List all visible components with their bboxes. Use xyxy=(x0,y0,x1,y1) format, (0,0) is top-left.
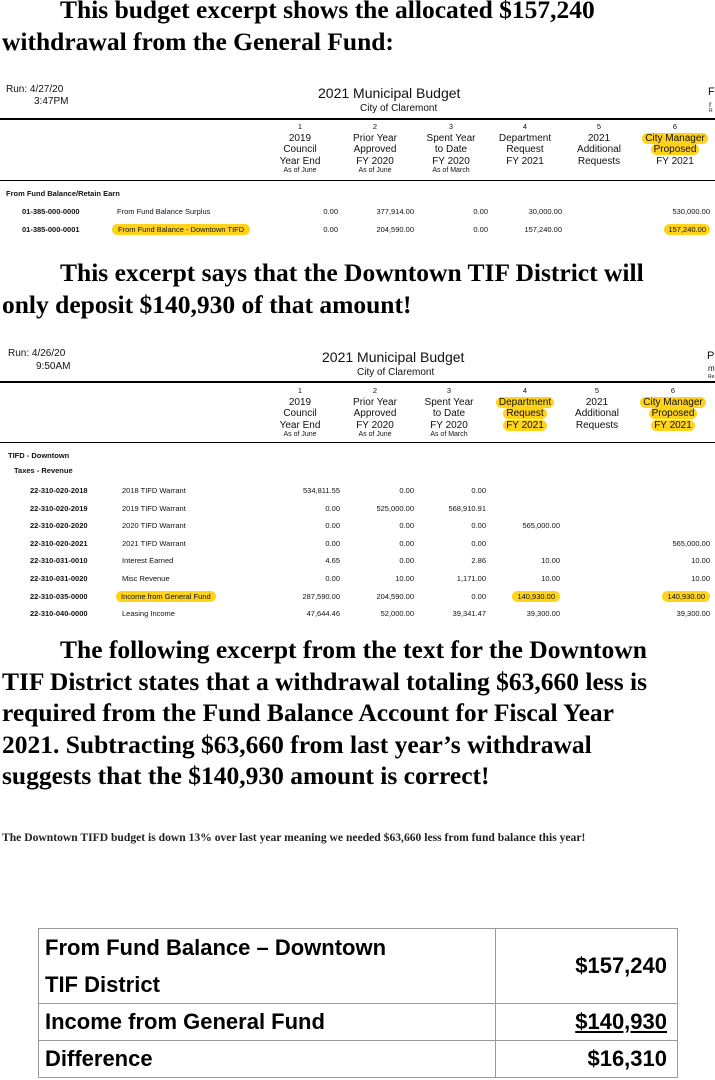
column-header-4: 4 Department Request FY 2021 xyxy=(498,122,552,167)
row-6-col1: 0.00 xyxy=(325,574,340,583)
header-rule-bottom xyxy=(0,180,715,181)
row-6-col2: 10.00 xyxy=(395,574,414,583)
row-5-description: Interest Earned xyxy=(122,556,174,565)
cropped-mark-1: P xyxy=(707,350,715,362)
row-2-col6: 157,240.00 xyxy=(636,225,710,234)
row-6-description: Misc Revenue xyxy=(122,574,170,583)
row-1-description: From Fund Balance Surplus xyxy=(117,207,211,216)
column-header-6: 6 City Manager Proposed FY 2021 xyxy=(636,121,714,167)
row-3-col3: 0.00 xyxy=(471,521,486,530)
summary-label-fund-balance: From Fund Balance – Downtown TIF District xyxy=(39,929,496,1004)
row-2-account: 01-385-000-0001 xyxy=(22,225,80,234)
row-2-account: 22-310-020-2019 xyxy=(30,504,88,513)
header-rule-top xyxy=(0,381,715,383)
row-6-col4: 10.00 xyxy=(541,574,560,583)
row-5-col6: 10.00 xyxy=(691,556,710,565)
summary-label-difference: Difference xyxy=(39,1041,496,1078)
row-2-col4: 157,240.00 xyxy=(524,225,562,234)
row-7-col4: 140,930.00 xyxy=(494,592,560,601)
p1-line1: This budget excerpt shows the allocated $157,240 xyxy=(60,0,595,24)
section-label-2: Taxes - Revenue xyxy=(14,466,73,475)
row-2-col2: 204,590.00 xyxy=(376,225,414,234)
header-rule-top xyxy=(0,118,715,120)
row-1-col3: 0.00 xyxy=(473,207,488,216)
row-5-col4: 10.00 xyxy=(541,556,560,565)
row-3-col1: 0.00 xyxy=(325,521,340,530)
row-8-col3: 39,341.47 xyxy=(452,609,486,618)
summary-amount-difference: $16,310 xyxy=(496,1041,678,1078)
column-header-4: 4 Department Request FY 2021 xyxy=(490,385,560,431)
row-7-col2: 204,590.00 xyxy=(376,592,414,601)
column-header-3: 3 Spent Year to Date FY 2020 As of March xyxy=(426,122,476,174)
row-1-col2: 377,914.00 xyxy=(376,207,414,216)
budget-excerpt-2 xyxy=(0,344,715,619)
row-3-account: 22-310-020-2020 xyxy=(30,521,88,530)
p3-line1: The following excerpt from the text for the Downtown xyxy=(60,635,647,664)
row-2-col1: 0.00 xyxy=(323,225,338,234)
row-8-col2: 52,000.00 xyxy=(380,609,414,618)
p2-line1: This excerpt says that the Downtown TIF District will xyxy=(60,258,644,287)
row-2-col1: 0.00 xyxy=(325,504,340,513)
row-3-description: 2020 TIFD Warrant xyxy=(122,521,186,530)
row-7-col6: 140,930.00 xyxy=(636,592,710,601)
run-info: Run: 4/26/20 xyxy=(8,348,66,359)
column-header-1: 1 2019 Council Year End As of June xyxy=(279,122,321,174)
run-time: 3:47PM xyxy=(34,96,69,107)
row-7-description: Income from General Fund xyxy=(116,592,216,601)
column-header-5: 5 2021 Additional Requests xyxy=(575,386,619,431)
row-5-col1: 4.65 xyxy=(325,556,340,565)
intro-paragraph-2 xyxy=(2,257,712,320)
p3-line3: required from the Fund Balance Account for Fiscal Year xyxy=(2,698,614,727)
p2-line2: only deposit $140,930 of that amount! xyxy=(2,289,412,319)
row-2-description: 2019 TIFD Warrant xyxy=(122,504,186,513)
row-6-col3: 1,171.00 xyxy=(456,574,486,583)
header-rule-bottom xyxy=(0,442,715,443)
row-1-col1: 534,811.55 xyxy=(303,486,340,495)
cropped-mark-3: R xyxy=(709,108,713,114)
row-7-account: 22-310-035-0000 xyxy=(30,592,88,601)
row-2-description: From Fund Balance - Downtown TIFD xyxy=(112,225,250,234)
run-info: Run: 4/27/20 xyxy=(6,84,64,95)
row-1-description: 2018 TIFD Warrant xyxy=(122,486,186,495)
intro-paragraph-1 xyxy=(2,0,712,57)
report-title: 2021 Municipal Budget xyxy=(322,349,465,365)
explanation-paragraph xyxy=(2,634,712,792)
column-header-2: 2 Prior Year Approved FY 2020 As of June xyxy=(353,386,397,438)
report-title: 2021 Municipal Budget xyxy=(318,85,461,101)
row-5-account: 22-310-031-0010 xyxy=(30,556,88,565)
row-1-col6: 530,000.00 xyxy=(672,207,710,216)
summary-amount-general-fund: $140,930 xyxy=(496,1004,678,1041)
table-row xyxy=(39,929,678,1004)
row-2-col3: 0.00 xyxy=(473,225,488,234)
p3-line2: TIF District states that a withdrawal totaling $63,660 less is xyxy=(2,666,648,696)
column-header-6: 6 City Manager Proposed FY 2021 xyxy=(634,385,712,431)
row-8-description: Leasing Income xyxy=(122,609,175,618)
row-1-col1: 0.00 xyxy=(323,207,338,216)
row-1-account: 22-310-020-2018 xyxy=(30,486,88,495)
cropped-mark-3: Re xyxy=(708,374,715,380)
row-1-account: 01-385-000-0000 xyxy=(22,207,80,216)
table-row xyxy=(39,1004,678,1041)
row-7-col1: 287,590.00 xyxy=(302,592,340,601)
summary-amount-fund-balance: $157,240 xyxy=(496,929,678,1004)
row-5-col2: 0.00 xyxy=(399,556,414,565)
p1-line2: withdrawal from the General Fund: xyxy=(2,26,394,56)
run-time: 9:50AM xyxy=(36,361,71,372)
row-2-col3: 568,910.91 xyxy=(448,504,486,513)
column-header-5: 5 2021 Additional Requests xyxy=(577,122,621,167)
cropped-mark-2: m xyxy=(708,364,715,373)
row-1-col3: 0.00 xyxy=(471,486,486,495)
row-4-col1: 0.00 xyxy=(325,539,340,548)
column-header-2: 2 Prior Year Approved FY 2020 As of June xyxy=(353,122,397,174)
tifd-quote-excerpt: The Downtown TIFD budget is down 13% over last year meaning we needed $63,660 less from fund balance this year! xyxy=(2,831,586,844)
row-8-account: 22-310-040-0000 xyxy=(30,609,88,618)
row-6-col6: 10.00 xyxy=(691,574,710,583)
row-1-col2: 0.00 xyxy=(399,486,414,495)
row-4-account: 22-310-020-2021 xyxy=(30,539,88,548)
p3-line4: 2021. Subtracting $63,660 from last year’s withdrawal xyxy=(2,729,592,759)
cropped-mark-1: F xyxy=(708,86,715,98)
row-3-col2: 0.00 xyxy=(399,521,414,530)
row-5-col3: 2.86 xyxy=(471,556,486,565)
row-6-account: 22-310-031-0020 xyxy=(30,574,88,583)
table-row xyxy=(39,1041,678,1078)
row-2-col2: 525,000.00 xyxy=(376,504,414,513)
column-header-3: 3 Spent Year to Date FY 2020 As of March xyxy=(424,386,474,438)
column-header-1: 1 2019 Council Year End As of June xyxy=(279,386,321,438)
budget-excerpt-1 xyxy=(0,80,715,250)
row-3-col4: 565,000.00 xyxy=(522,521,560,530)
p3-line5: suggests that the $140,930 amount is correct! xyxy=(2,761,490,790)
report-subtitle: City of Claremont xyxy=(360,103,438,114)
row-8-col1: 47,644.46 xyxy=(306,609,340,618)
row-4-col3: 0.00 xyxy=(471,539,486,548)
row-4-col6: 565,000.00 xyxy=(672,539,710,548)
summary-table xyxy=(38,928,678,1078)
row-4-description: 2021 TIFD Warrant xyxy=(122,539,186,548)
report-subtitle: City of Claremont xyxy=(357,367,435,378)
cropped-mark-2: r xyxy=(709,100,712,109)
section-label-1: TIFD - Downtown xyxy=(8,451,70,460)
row-1-col4: 30,000.00 xyxy=(528,207,562,216)
row-8-col4: 39,300.00 xyxy=(526,609,560,618)
row-8-col6: 39,300.00 xyxy=(676,609,710,618)
section-label: From Fund Balance/Retain Earn xyxy=(6,189,120,198)
row-4-col2: 0.00 xyxy=(399,539,414,548)
row-7-col3: 0.00 xyxy=(471,592,486,601)
summary-label-general-fund: Income from General Fund xyxy=(39,1004,496,1041)
